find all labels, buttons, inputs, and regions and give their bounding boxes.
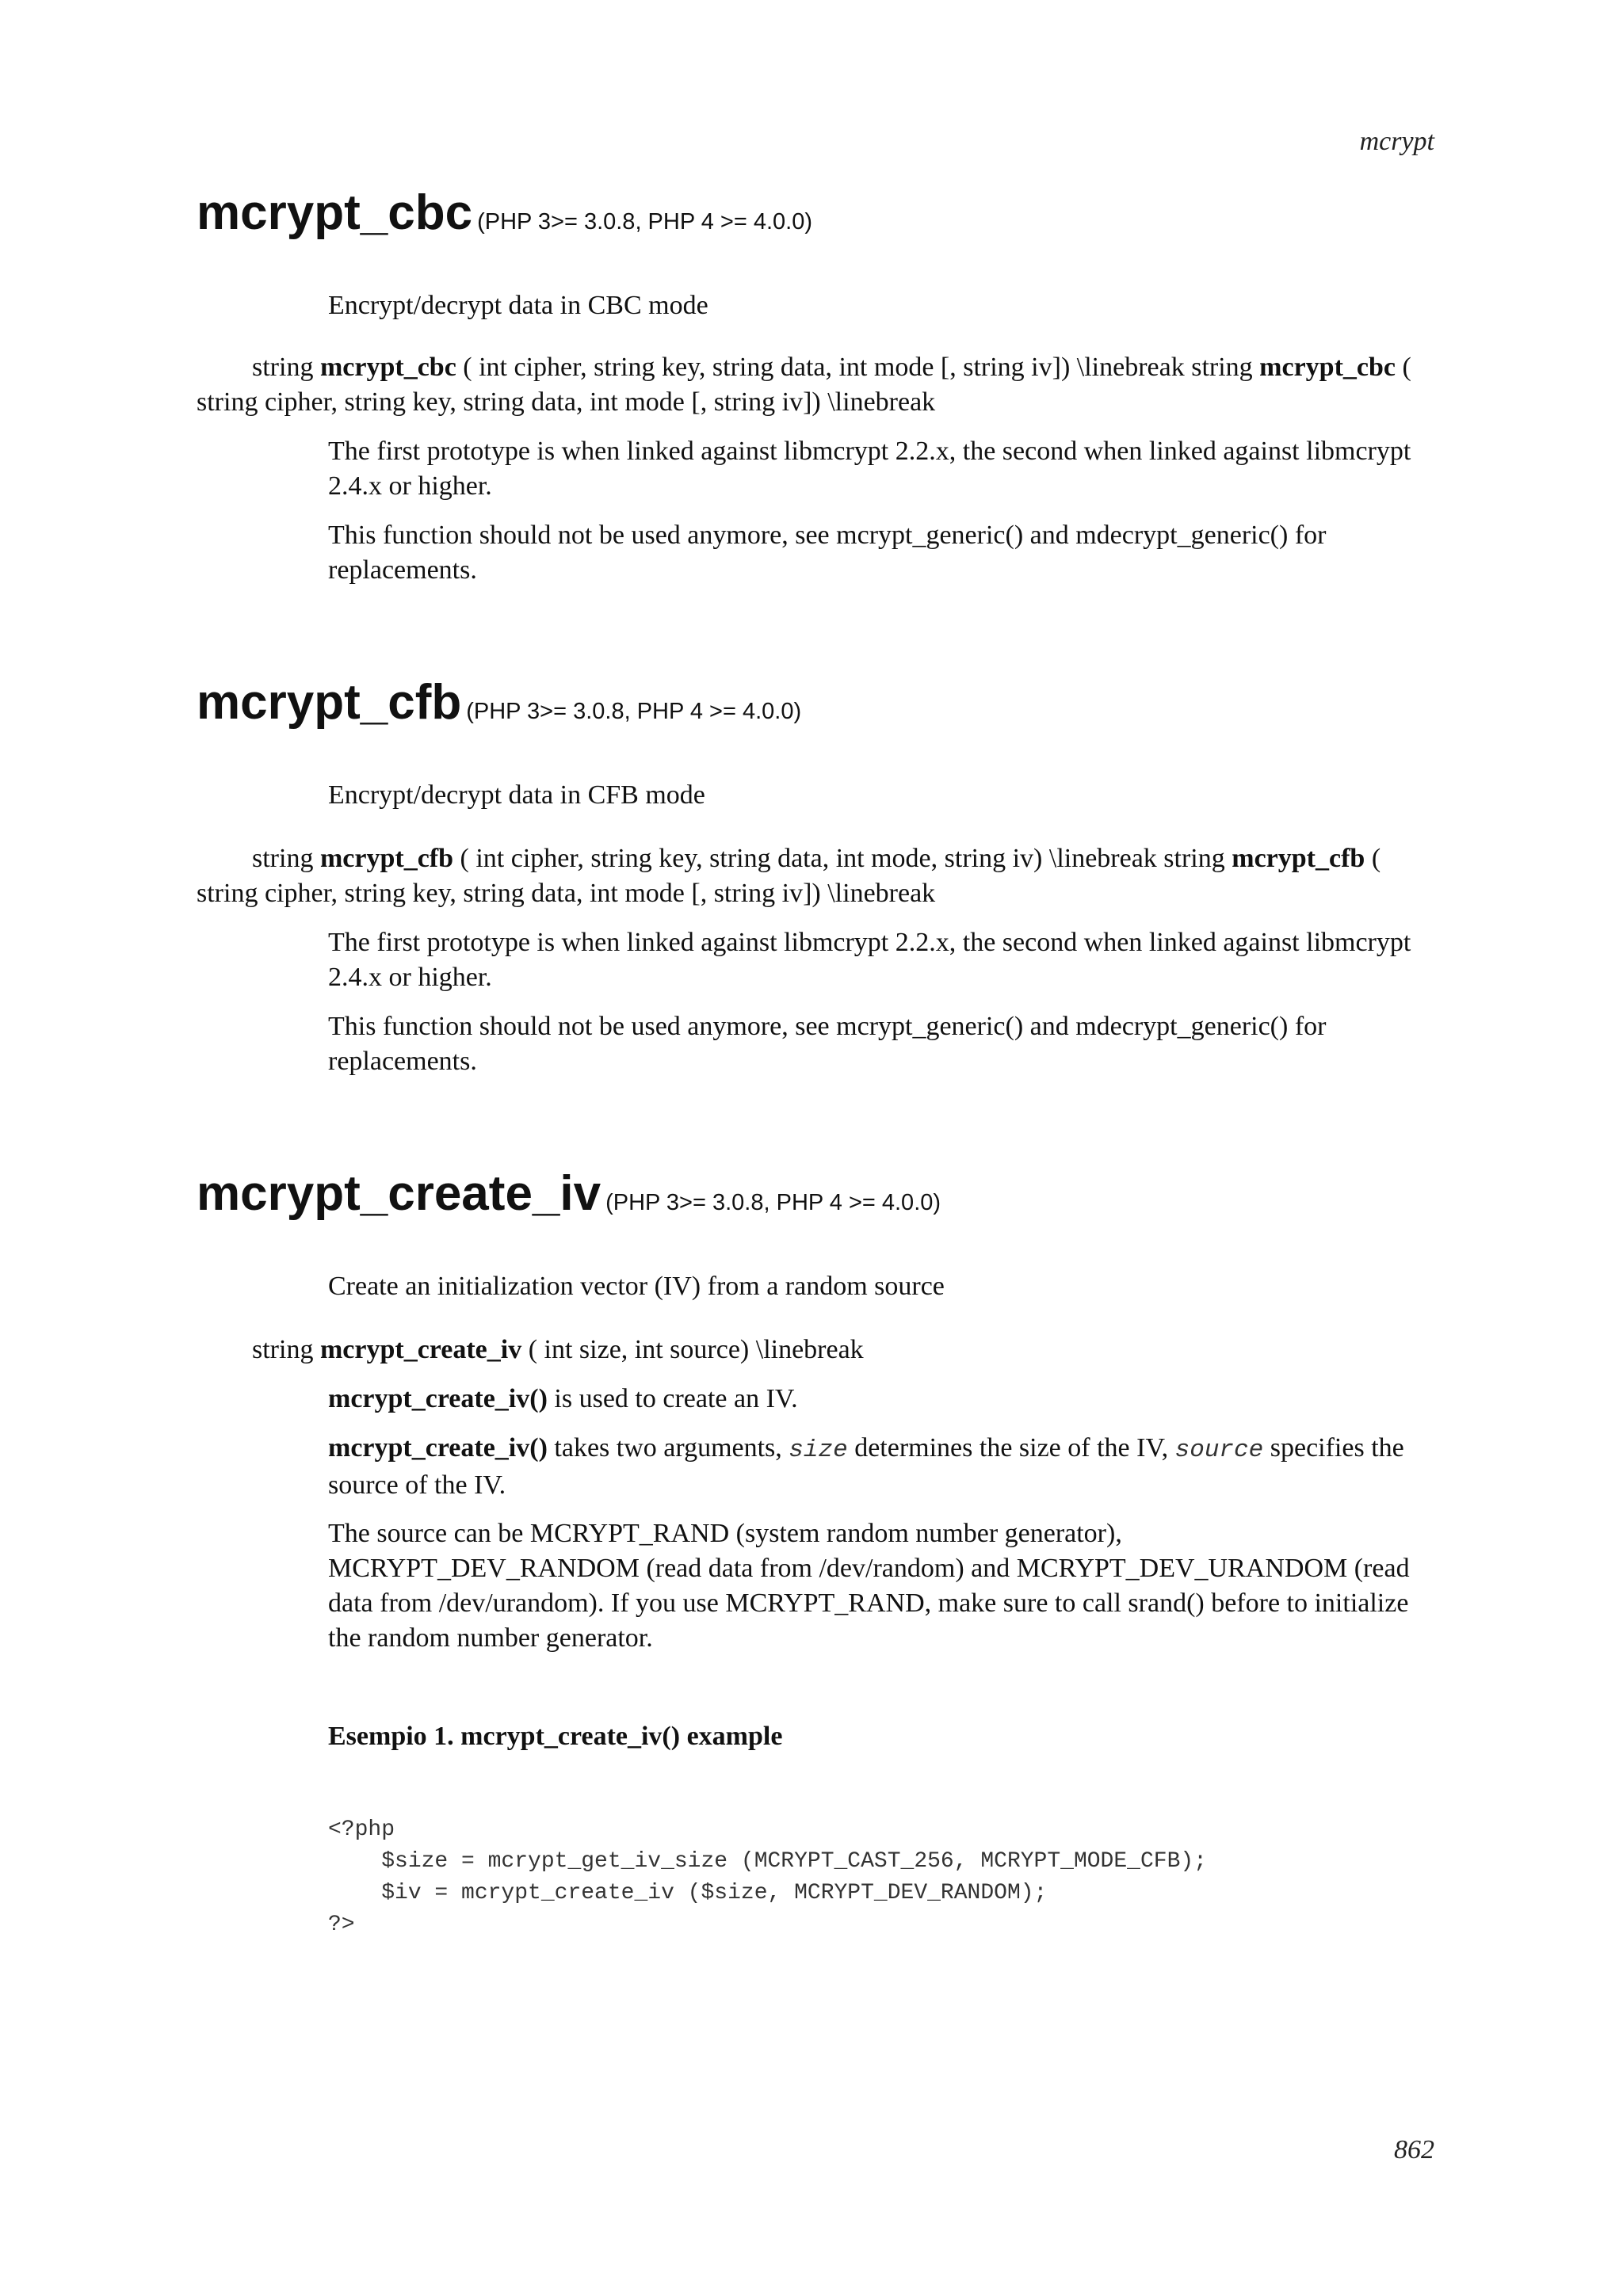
paragraph-text: takes two arguments,: [547, 1433, 789, 1463]
description-paragraph: The first prototype is when linked against libmcrypt 2.2.x, the second when linked against libmcrypt 2.4.x or higher.: [328, 437, 1411, 501]
paragraph-text: determines the size of the IV,: [847, 1433, 1175, 1463]
description-paragraph: [328, 1382, 1438, 1417]
function-name: mcrypt_create_iv: [197, 1166, 601, 1221]
parameter-name: source: [1174, 1436, 1264, 1464]
synopsis-text: ( string cipher, string key, string data, int mode [, string iv]) \linebreak: [197, 844, 1381, 908]
synopsis-text: ( int cipher, string key, string data, int mode, string iv) \linebreak string: [453, 844, 1232, 873]
entry-title-mcrypt-cbc: [197, 185, 812, 240]
synopsis-text: ( int cipher, string key, string data, int mode [, string iv]) \linebreak string: [456, 353, 1260, 382]
synopsis-function-name: mcrypt_cfb: [1232, 844, 1365, 873]
synopsis-function-name: mcrypt_cbc: [319, 353, 456, 382]
page-number: 862: [1394, 2135, 1434, 2164]
entry-title-mcrypt-cfb: [197, 675, 802, 730]
function-synopsis: [197, 841, 1433, 911]
purpose-text: Create an initialization vector (IV) from a random source: [328, 1272, 945, 1301]
function-synopsis: [197, 350, 1433, 420]
purpose-text: Encrypt/decrypt data in CBC mode: [328, 291, 708, 320]
function-reference: mcrypt_create_iv(): [328, 1384, 548, 1413]
description-paragraph: The first prototype is when linked against libmcrypt 2.2.x, the second when linked against libmcrypt 2.4.x or higher.: [328, 928, 1411, 992]
synopsis-text: ( int size, int source) \linebreak: [521, 1335, 864, 1364]
synopsis-function-name: mcrypt_cfb: [319, 844, 454, 873]
paragraph-text: is used to create an IV.: [547, 1384, 798, 1413]
description-paragraph: [328, 1431, 1438, 1503]
function-synopsis: [197, 1333, 1433, 1367]
running-header: mcrypt: [1359, 127, 1434, 156]
description-paragraph: This function should not be used anymore, see mcrypt_generic() and mdecrypt_generic() for replacements.: [328, 1012, 1327, 1076]
paragraph-text: specifies the source of the IV.: [328, 1433, 1404, 1500]
synopsis-function-name: mcrypt_create_iv: [319, 1335, 522, 1364]
parameter-name: size: [789, 1436, 848, 1464]
synopsis-text: string: [252, 844, 320, 873]
function-reference: mcrypt_create_iv(): [328, 1433, 548, 1463]
version-info: (PHP 3>= 3.0.8, PHP 4 >= 4.0.0): [605, 1190, 941, 1215]
synopsis-text: string: [252, 353, 320, 382]
description-paragraph: This function should not be used anymore, see mcrypt_generic() and mdecrypt_generic() for replacements.: [328, 521, 1327, 585]
synopsis-function-name: mcrypt_cbc: [1259, 353, 1396, 382]
synopsis-text: string: [252, 1335, 320, 1364]
entry-title-mcrypt-create-iv: [197, 1166, 941, 1221]
description-paragraph: The source can be MCRYPT_RAND (system random number generator), MCRYPT_DEV_RANDOM (read data from /dev/random) and MCRYPT_DEV_URANDOM (read data from /dev/urandom). If you use MCRYPT_RAND, make sure to call srand() before to initialize the random number generator.: [328, 1519, 1410, 1653]
purpose-text: Encrypt/decrypt data in CFB mode: [328, 780, 705, 810]
version-info: (PHP 3>= 3.0.8, PHP 4 >= 4.0.0): [466, 699, 802, 724]
function-name: mcrypt_cfb: [197, 675, 462, 730]
synopsis-text: ( string cipher, string key, string data, int mode [, string iv]) \linebreak: [197, 353, 1411, 417]
code-example: <?php $size = mcrypt_get_iv_size (MCRYPT_CAST_256, MCRYPT_MODE_CFB); $iv = mcrypt_create_iv ($size, MCRYPT_DEV_RANDOM); ?>: [328, 1817, 1207, 1937]
version-info: (PHP 3>= 3.0.8, PHP 4 >= 4.0.0): [477, 209, 812, 235]
function-name: mcrypt_cbc: [197, 185, 473, 240]
example-title: Esempio 1. mcrypt_create_iv() example: [328, 1722, 783, 1751]
